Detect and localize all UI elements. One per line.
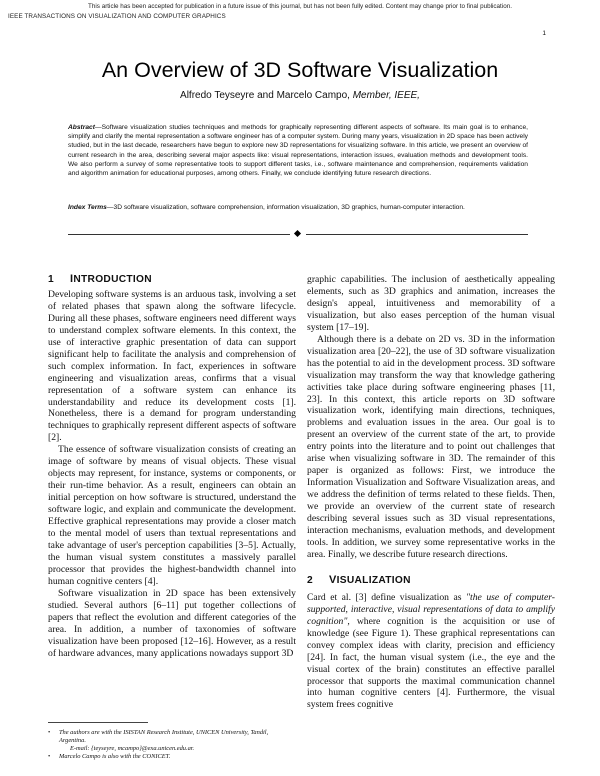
footnote-rule	[48, 722, 148, 723]
section-initial: V	[329, 573, 337, 586]
divider-line-right	[306, 234, 528, 235]
abstract-label: Abstract	[68, 124, 95, 131]
page-number: 1	[542, 30, 546, 37]
publication-notice: This article has been accepted for publication in a future issue of this journal, but has not been fully edited. Content may change prior to final publication.	[88, 3, 512, 10]
footnote-text: Marcelo Campo is also with the CONICET.	[59, 753, 171, 760]
author-membership: Member, IEEE,	[352, 90, 420, 101]
paragraph: Although there is a debate on 2D vs. 3D in the information visualization area [20–22], the use of 3D software visualization has the potential to aid in the development process. 3D software visualization may transform the way that knowledge gathering activities take place during software engineering phases [11, 23]. In this context, this article reports on 3D software visualization work, identifying main directions, techniques, problems and evaluation issues in the area. Our goal is to present an overview of the current state of the art, to provide entry points into the literature and to point out challenges that arise when visualizing software in 3D. The remainder of this paper is organized as follows: First, we introduce the Information Visualization and Software Visualization areas, and we address the definition of terms related to these fields. Then, we provide an overview of the current state of research describing several issues such as 3D visual representations, interaction mechanisms, evaluation methods, and development tools. In addition, we survey some representative works in the area. Finally, we describe future research directions.	[307, 333, 555, 560]
abstract	[68, 123, 528, 178]
section-title-rest: NTRODUCTION	[73, 274, 152, 285]
authors	[0, 90, 600, 101]
left-column	[48, 274, 296, 660]
section-title-rest: ISUALIZATION	[336, 574, 411, 586]
journal-name: IEEE TRANSACTIONS ON VISUALIZATION AND COMPUTER GRAPHICS	[8, 13, 226, 20]
index-terms-label: Index Terms	[68, 204, 107, 211]
right-column	[307, 274, 555, 711]
author-names: Alfredo Teyseyre and Marcelo Campo,	[180, 90, 350, 101]
divider-diamond-icon	[294, 230, 301, 237]
paragraph: Developing software systems is an arduous task, involving a set of related phases that spawn along the software lifecycle. During all these phases, software engineers need different ways to understand complex software elements. In this context, the use of interactive graphic presentation of data can support significant help to facilitate the analysis and comprehension of such complex information. In fact, experiences in software engineering and visualization areas, confirms that a visual representation of a software system can enhance its understandability and reduce its development costs [1]. Nonetheless, there is a demand for program understanding techniques to graphically represent different aspects of software [2].	[48, 288, 296, 444]
divider-line-left	[68, 234, 290, 235]
paragraph: Software visualization in 2D space has been extensively studied. Several authors [6–11] put together collections of papers that reflect the evolution and different categories of the area. In addition, a number of taxonomies of software visualization have been proposed [12–16]. However, as a result of hardware advances, many applications nowadays support 3D	[48, 587, 296, 659]
paper-title: An Overview of 3D Software Visualization	[101, 58, 499, 82]
section-heading-introduction	[48, 274, 296, 286]
footnote-affiliation	[48, 729, 296, 753]
section-number: 1	[48, 274, 54, 285]
section-heading-visualization	[307, 575, 555, 587]
index-terms-text: —3D software visualization, software comprehension, information visualization, 3D graphics, human-computer interaction.	[106, 204, 465, 211]
visualization-definition: "the use of computer-supported, interactive, visual representations of data to amplify cognition"	[307, 591, 556, 627]
paragraph: graphic capabilities. The inclusion of aesthetically appealing elements, such as 3D graphics and animation, increases the design's appeal, intuitiveness and memorability of a visualization, but also eases perception of the human visual system [17–19].	[307, 274, 555, 333]
footnote-text: The authors are with the ISISTAN Research Institute, UNICEN University, Tandil, Argentina.	[59, 729, 269, 744]
bullet-icon: •	[48, 753, 51, 760]
footnote-email: E-mail: {teyseyre, mcampo}@exa.unicen.edu.ar.	[70, 745, 195, 752]
index-terms	[68, 203, 538, 212]
abstract-text: —Software visualization studies techniques and methods for graphically representing different aspects of software. Its main goal is to enhance, simplify and clarify the mental representation a software engineer has of a computer system. During many years, visualization in 2D space has been actively studied, but in the last decade, researchers have begun to explore new 3D representations for visualizing software. In this article, we present an overview of current research in the area, describing several major aspects like: visual representations, interaction issues, evaluation methods and development tools. We also perform a survey of some representative tools to support different tasks, i.e., software maintenance and comprehension, requirements validation and algorithm animation for educational purposes, among others. Finally, we conclude identifying future research directions.	[68, 124, 528, 178]
paragraph-text: Card et al. [3] define visualization as	[307, 591, 467, 603]
section-initial: I	[70, 273, 74, 285]
section-divider	[68, 230, 528, 238]
paragraph-text: , where cognition is the acquisition or use of knowledge (see Figure 1). These graphical representations can convey complex ideas with clarity, precision and efficiency [24]. In fact, the human visual system (i.e., the eye and the visual cortex of the brain) constitutes an effective parallel processor that supports the maximal communication channel into human cognitive centers [4]. Furthermore, the visual system frees cognitive	[307, 615, 555, 711]
paragraph: The essence of software visualization consists of creating an image of software by means of visual objects. These visual objects may represent, for instance, systems or components, or their run-time behavior. As a result, engineers can obtain an initial perception on how software is structured, understand the software logic, and explain and communicate the development. Effective graphical representations may provide a closer match to the mental model of users than textual representations and take advantage of user's perception capabilities [3–5]. Actually, the human visual system constitutes a massively parallel processor that provides the highest-bandwidth channel into human cognitive centers [4].	[48, 444, 296, 587]
footnotes	[48, 729, 296, 761]
paragraph	[307, 592, 555, 712]
bullet-icon: •	[48, 729, 51, 736]
section-number: 2	[307, 574, 313, 586]
footnote-conicet	[48, 753, 296, 761]
